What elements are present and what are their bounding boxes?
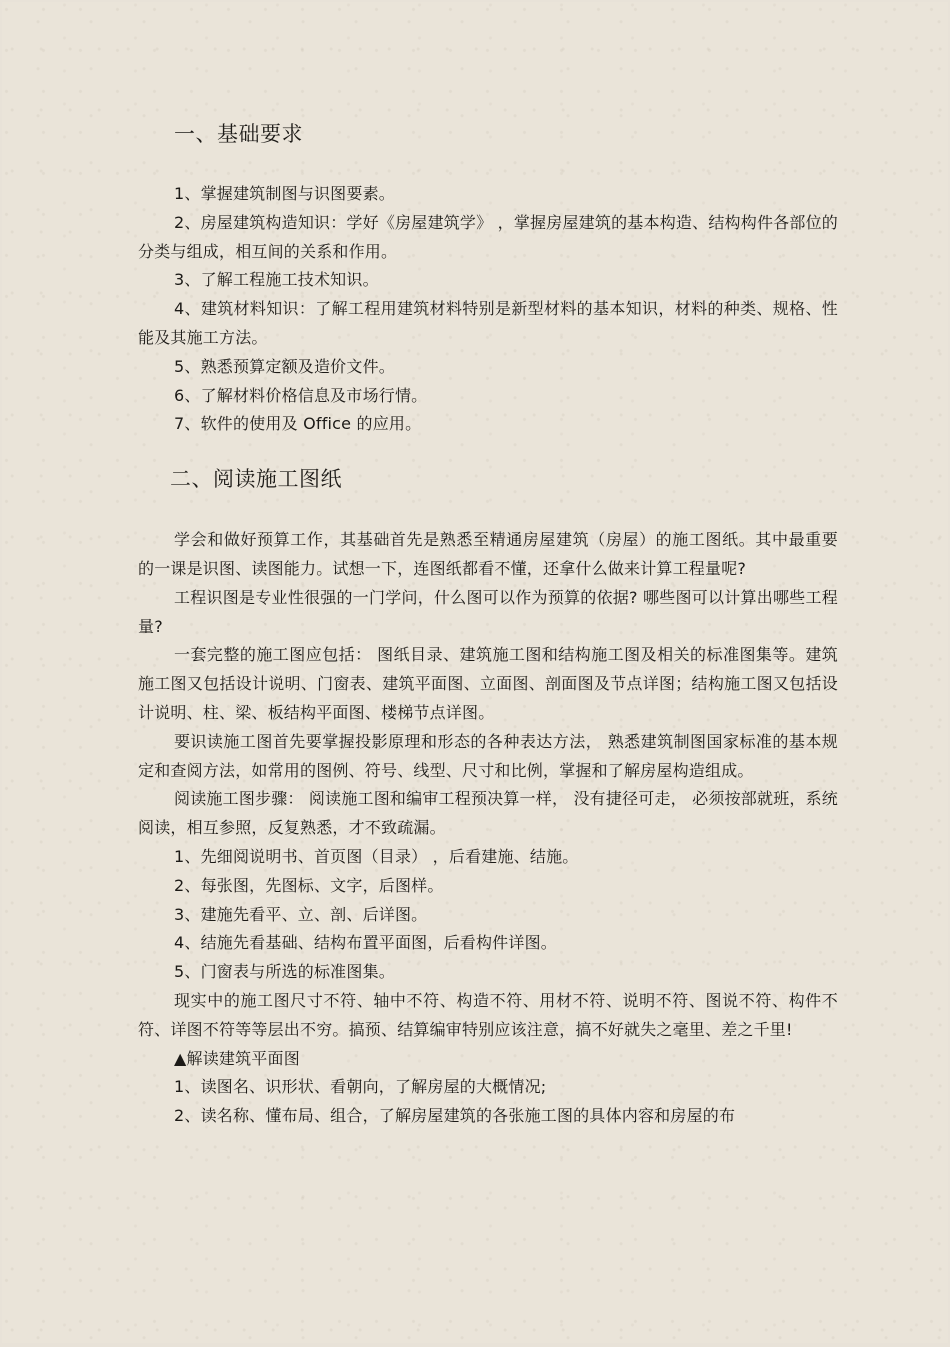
list-item: 4、建筑材料知识：了解工程用建筑材料特别是新型材料的基本知识，材料的种类、规格、性能及其施工方法。 xyxy=(138,299,838,347)
paragraph: 阅读施工图步骤： 阅读施工图和编审工程预决算一样， 没有捷径可走， 必须按部就班，系统阅读，相互参照，反复熟悉，才不致疏漏。 xyxy=(138,789,838,838)
list-item: 6、了解材料价格信息及市场行情。 xyxy=(174,385,428,405)
list-item: 3、建施先看平、立、剖、后详图。 xyxy=(174,904,428,924)
list-item: 3、了解工程施工技术知识。 xyxy=(174,270,379,290)
list-item: 5、门窗表与所选的标准图集。 xyxy=(174,962,395,982)
list-item: 1、读图名、识形状、看朝向，了解房屋的大概情况; xyxy=(174,1077,547,1097)
list-item: 7、软件的使用及 Office 的应用。 xyxy=(174,414,422,434)
list-item: 1、先细阅说明书、首页图（目录） ，后看建施、结施。 xyxy=(174,846,579,866)
list-item: 5、熟悉预算定额及造价文件。 xyxy=(174,356,395,376)
section-heading-reading-drawings: 二、阅读施工图纸 xyxy=(170,467,342,492)
list-item: 2、每张图，先图标、文字，后图样。 xyxy=(174,875,444,895)
paragraph: 现实中的施工图尺寸不符、轴中不符、构造不符、用材不符、说明不符、图说不符、构件不符、详图不符等等层出不穷。搞预、结算编审特别应该注意，搞不好就失之毫里、差之千里! xyxy=(138,990,838,1039)
list-item: 4、结施先看基础、结构布置平面图，后看构件详图。 xyxy=(174,933,557,953)
list-item: 2、读名称、懂布局、组合，了解房屋建筑的各张施工图的具体内容和房屋的布 xyxy=(174,1106,736,1126)
paragraph: 学会和做好预算工作，其基础首先是熟悉至精通房屋建筑（房屋）的施工图纸。其中最重要的一课是识图、读图能力。试想一下，连图纸都看不懂，还拿什么做来计算工程量呢? xyxy=(138,530,838,578)
paragraph: 要识读施工图首先要掌握投影原理和形态的各种表达方法， 熟悉建筑制图国家标准的基本规定和查阅方法，如常用的图例、符号、线型、尺寸和比例，掌握和了解房屋构造组成。 xyxy=(138,731,838,780)
list-item: 2、房屋建筑构造知识：学好《房屋建筑学》 ，掌握房屋建筑的基本构造、结构构件各部位的分类与组成，相互间的关系和作用。 xyxy=(138,212,838,261)
list-item: 1、掌握建筑制图与识图要素。 xyxy=(174,184,395,203)
document-page xyxy=(2,2,948,1343)
subheading-floor-plan: ▲解读建筑平面图 xyxy=(174,1048,300,1068)
paragraph: 工程识图是专业性很强的一门学问，什么图可以作为预算的依据? 哪些图可以计算出哪些工程量? xyxy=(138,587,838,636)
section-heading-basic-requirements: 一、基础要求 xyxy=(174,122,303,146)
paragraph: 一套完整的施工图应包括： 图纸目录、建筑施工图和结构施工图及相关的标准图集等。建筑施工图又包括设计说明、门窗表、建筑平面图、立面图、剖面图及节点详图；结构施工图又包括设计说明、柱、梁、板结构平面图、楼梯节点详图。 xyxy=(138,645,838,722)
document-body xyxy=(138,114,838,1131)
